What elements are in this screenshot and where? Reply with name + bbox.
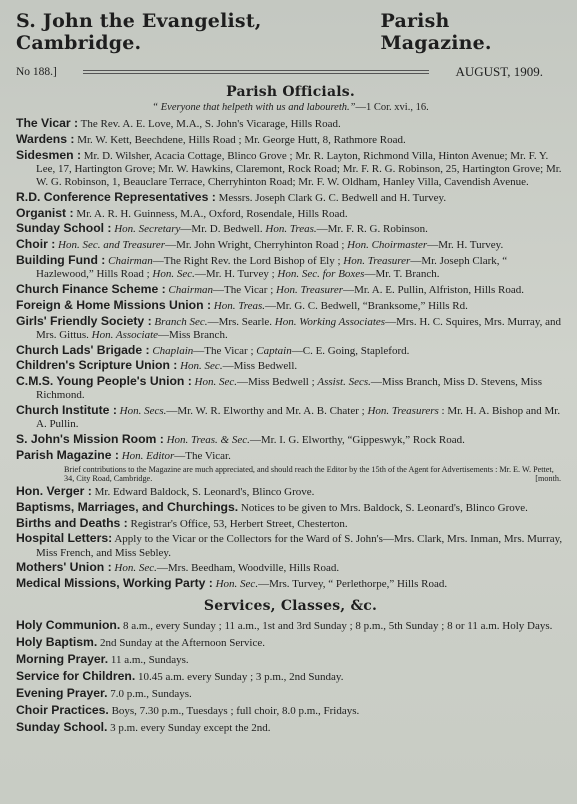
entry-text: —Miss Bedwell. [222, 360, 298, 373]
entry-label: Choir : [16, 237, 56, 252]
entry-text: —Mrs. Turvey, “ Perlethorpe,” Hills Road. [258, 578, 448, 591]
entry-text: Mr. A. R. H. Guinness, M.A., Oxford, Rosendale, Hills Road. [73, 207, 348, 220]
official-entry [16, 299, 565, 313]
entry-label: Organist : [16, 205, 74, 220]
magazine-note-text: Brief contributions to the Magazine are much appreciated, and should reach the Editor by the 15th of the Agent for Advertisements : Mr. E. W. Pettet, 34, City Road, Cambridge. [64, 464, 554, 484]
official-entry [16, 315, 565, 342]
entry-role: Chairman [168, 283, 214, 296]
church-title: S. John the Evangelist, Cambridge. [16, 10, 262, 54]
service-times: 10.45 a.m. every Sunday ; 3 p.m., 2nd Sunday. [135, 671, 344, 684]
officials-list-continued [16, 485, 565, 591]
entry-text: —The Vicar. [174, 449, 231, 462]
entry-label: S. John's Mission Room : [16, 432, 164, 447]
entry-text: —The Right Rev. the Lord Bishop of Ely ; [152, 254, 344, 267]
entry-text: Mr. W. Kett, Beechdene, Hills Road ; Mr. George Hutt, 8, Rathmore Road. [74, 133, 406, 146]
entry-label: Medical Missions, Working Party : [16, 576, 213, 591]
entry-role: Hon. Treasurers [367, 405, 439, 418]
entry-role: Hon. Secs. [119, 405, 167, 418]
service-label: Holy Communion. [16, 618, 121, 633]
issue-divider [83, 70, 430, 74]
entry-label: Births and Deaths : [16, 515, 128, 530]
issue-row [16, 64, 565, 80]
entry-label: Sunday School : [16, 221, 112, 236]
official-entry [16, 375, 565, 402]
service-times: 7.0 p.m., Sundays. [107, 688, 192, 701]
official-entry [16, 517, 565, 531]
entry-label: Sidesmen : [16, 147, 82, 162]
issue-number: No 188.] [16, 66, 57, 78]
service-times: 2nd Sunday at the Afternoon Service. [97, 637, 265, 650]
entry-text: Mr. D. Wilsher, Acacia Cottage, Blinco Grove ; Mr. R. Layton, Richmond Villa, Hinton Avenue; Mr. F. Y. Lee, 17, Hartington Grove; Mr. W. Hawkins, Claremont, Rock Road; Mr. F. R. G. Robinson, 25, Hartington Grove; Mr. W. G. Robinson, 1, Beauclare Terrace, Cherryhinton Road; Mr. F. W. Oldham, Hanley Villa, Cavendish Avenue. [36, 149, 562, 188]
entry-role: Hon. Sec. [114, 562, 157, 575]
service-entry [16, 653, 565, 667]
entry-text: —Mr. I. G. Elworthy, “Gippeswyk,” Rock Road. [249, 434, 465, 447]
official-entry [16, 238, 565, 252]
entry-text: —Miss Branch, Miss D. Stevens, Miss Richmond. [36, 376, 542, 402]
entry-role: Hon. Sec. for Boxes [277, 268, 365, 281]
entry-label: C.M.S. Young People's Union : [16, 374, 192, 389]
motto-reference: —1 Cor. xvi., 16. [355, 102, 429, 113]
entry-text: Messrs. Joseph Clark G. C. Bedwell and H. Turvey. [215, 191, 447, 204]
entry-label: Hospital Letters: [16, 531, 113, 546]
entry-label: Hon. Verger : [16, 483, 92, 498]
service-label: Evening Prayer. [16, 686, 108, 701]
entry-role: Hon. Sec. [194, 376, 238, 389]
entry-label: Girls' Friendly Society : [16, 313, 152, 328]
entry-text: —The Vicar ; [213, 283, 277, 296]
entry-text: Apply to the Vicar or the Collectors for the Ward of S. John's—Mrs. Clark, Mrs. Inman, Mrs. Murray, Miss French, and Miss Sebley. [36, 533, 563, 559]
entry-role: Hon. Sec. [152, 268, 195, 281]
official-entry [16, 254, 565, 281]
entry-label: Church Finance Scheme : [16, 281, 166, 296]
entry-role: Hon. Working Associates [274, 315, 386, 328]
service-times: 3 p.m. every Sunday except the 2nd. [107, 722, 271, 735]
entry-text: Mr. Edward Baldock, S. Leonard's, Blinco Grove. [91, 485, 315, 498]
entry-label: Church Institute : [16, 403, 117, 418]
entry-role: Hon. Editor [121, 449, 175, 462]
entry-label: The Vicar : [16, 116, 79, 130]
entry-text: : Mr. H. A. Bishop and Mr. A. Pullin. [36, 405, 561, 431]
entry-text: —Mr. John Wright, Cherryhinton Road ; [165, 239, 348, 252]
service-label: Choir Practices. [16, 703, 109, 718]
official-entry [16, 449, 565, 463]
entry-text: —Miss Bedwell ; [237, 376, 318, 389]
entry-label: Building Fund : [16, 252, 106, 267]
entry-text: —Mr. H. Turvey ; [194, 268, 278, 281]
official-entry [16, 433, 565, 447]
entry-label: Baptisms, Marriages, and Churchings. [16, 499, 239, 514]
entry-role: Hon. Treasurer [343, 254, 411, 267]
entry-text: —C. E. Going, Stapleford. [291, 344, 410, 357]
entry-label: Parish Magazine : [16, 447, 119, 462]
service-label: Morning Prayer. [16, 652, 109, 667]
services-heading: Services, Classes, &c. [203, 598, 378, 615]
entry-text: —The Vicar ; [193, 344, 257, 357]
entry-role: Hon. Treasurer [276, 283, 344, 296]
entry-text: —Mrs. Searle. [207, 315, 275, 328]
official-entry [16, 207, 565, 221]
entry-text: —Mrs. H. C. Squires, Mrs. Murray, and Mrs. Gittus. [36, 315, 561, 341]
official-entry [16, 501, 565, 515]
entry-text: —Mr. T. Branch. [364, 268, 440, 281]
entry-role: Branch Sec. [154, 315, 208, 328]
entry-text: —Miss Branch. [158, 328, 228, 341]
service-entry [16, 670, 565, 684]
entry-role: Hon. Sec. and Treasurer [58, 239, 166, 252]
service-label: Sunday School. [16, 720, 108, 735]
service-times: 11 a.m., Sundays. [108, 654, 189, 667]
official-entry [16, 532, 565, 559]
service-label: Service for Children. [16, 669, 136, 684]
official-entry [16, 283, 565, 297]
entry-text: —Mr. G. C. Bedwell, “Branksome,” Hills Rd. [265, 299, 468, 312]
entry-role: Hon. Treas. & Sec. [166, 434, 250, 447]
entry-text: The Rev. A. E. Love, M.A., S. John's Vicarage, Hills Road. [78, 118, 341, 130]
official-entry [16, 561, 565, 575]
entry-label: R.D. Conference Representatives : [16, 189, 216, 204]
entry-label: Wardens : [16, 131, 75, 146]
entry-role: Hon. Secretary [114, 223, 181, 236]
motto-quote: “ Everyone that helpeth with us and laboureth.” [152, 102, 356, 113]
entry-role: Hon. Sec. [215, 578, 259, 591]
official-entry [16, 344, 565, 358]
official-entry [16, 222, 565, 236]
official-entry [16, 577, 565, 591]
entry-role: Assist. Secs. [317, 376, 371, 389]
service-entry [16, 687, 565, 701]
official-entry [16, 485, 565, 499]
officials-heading: Parish Officials. [226, 84, 355, 100]
official-entry [16, 359, 565, 373]
entry-role: Chaplain [152, 344, 194, 357]
service-times: Boys, 7.30 p.m., Tuesdays ; full choir, 8.0 p.m., Fridays. [108, 705, 360, 718]
entry-role: Hon. Choirmaster [347, 239, 428, 252]
magazine-title: Parish Magazine. [380, 10, 492, 54]
official-entry [16, 149, 565, 190]
service-label: Holy Baptism. [16, 635, 98, 650]
entry-role: Captain [256, 344, 292, 357]
entry-text: —Mr. D. Bedwell. [180, 223, 266, 236]
officials-list [16, 117, 565, 463]
entry-label: Church Lads' Brigade : [16, 342, 150, 357]
entry-role: Chairman [108, 254, 153, 267]
official-entry [16, 404, 565, 431]
entry-role: Hon. Treas. [265, 223, 317, 236]
service-entry [16, 619, 565, 633]
entry-text: Notices to be given to Mrs. Baldock, S. Leonard's, Blinco Grove. [238, 501, 528, 514]
entry-role: Hon. Sec. [180, 360, 223, 373]
official-entry [16, 191, 565, 205]
entry-label: Foreign & Home Missions Union : [16, 297, 212, 312]
magazine-note [16, 465, 565, 484]
entry-text: —Mr. W. R. Elworthy and Mr. A. B. Chater ; [166, 405, 368, 418]
official-entry [16, 117, 565, 131]
entry-text: —Mrs. Beedham, Woodville, Hills Road. [156, 562, 340, 575]
issue-date: AUGUST, 1909. [455, 64, 543, 79]
masthead [16, 10, 565, 54]
service-entry [16, 704, 565, 718]
entry-text: —Mr. Joseph Clark, “ Hazlewood,” Hills Road ; [36, 254, 508, 281]
entry-text: —Mr. F. R. G. Robinson. [316, 223, 428, 236]
entry-label: Children's Scripture Union : [16, 358, 178, 373]
entry-role: Hon. Treas. [213, 299, 266, 312]
entry-text: Registrar's Office, 53, Herbert Street, Chesterton. [127, 517, 348, 530]
services-list [16, 619, 565, 735]
magazine-note-end: [month. [535, 474, 561, 484]
entry-label: Mothers' Union : [16, 560, 112, 575]
motto [16, 102, 565, 113]
service-entry [16, 636, 565, 650]
entry-role: Hon. Associate [91, 328, 159, 341]
official-entry [16, 133, 565, 147]
entry-text: —Mr. A. E. Pullin, Alfriston, Hills Road. [343, 283, 524, 296]
service-times: 8 a.m., every Sunday ; 11 a.m., 1st and 3rd Sunday ; 8 p.m., 5th Sunday ; 8 or 11 a.m. Holy Days. [120, 620, 553, 633]
entry-text: —Mr. H. Turvey. [427, 239, 504, 252]
service-entry [16, 721, 565, 735]
